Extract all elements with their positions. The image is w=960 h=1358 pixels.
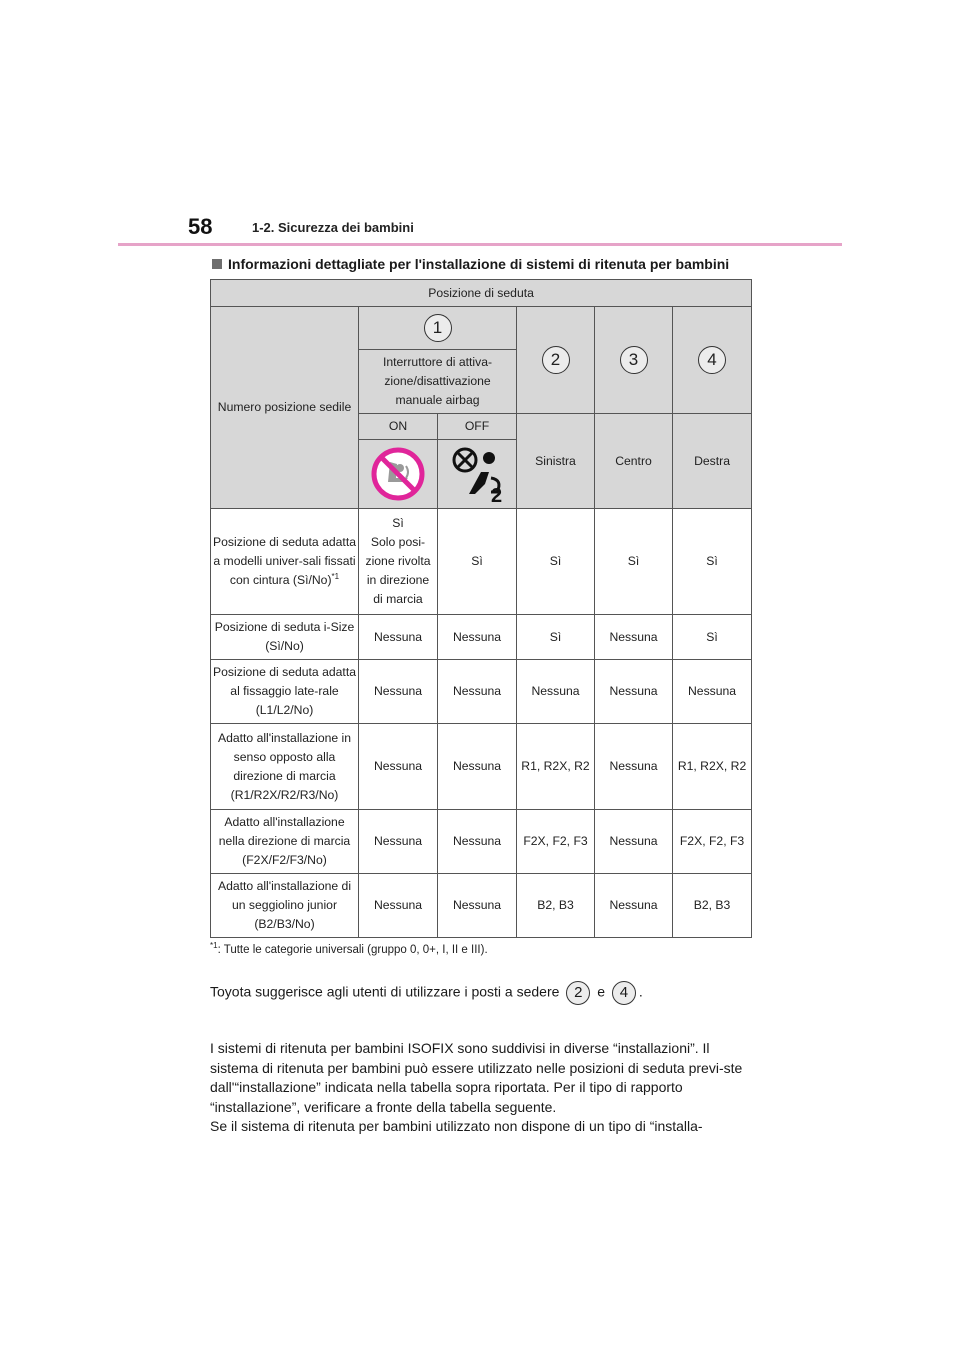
position-left: Sinistra [517,414,595,509]
row-label: Posizione di seduta i-Size (Sì/No) [211,615,359,660]
cell-right: Nessuna [673,660,752,724]
cell-off: Nessuna [438,724,517,810]
cell-off: Nessuna [438,660,517,724]
row-label: Adatto all'installazione in senso opposto alla direzione di marcia (R1/R2X/R2/R3/No) [211,724,359,810]
section-heading [212,256,772,272]
seat-4-number: 4 [698,346,726,374]
seat-1-header [359,307,517,350]
airbag-on-icon-cell [359,440,438,509]
cell-right: F2X, F2, F3 [673,810,752,874]
cell-on [359,509,438,615]
row-label: Posizione di seduta adatta al fissaggio late-rale (L1/L2/No) [211,660,359,724]
heading-bullet-icon [212,259,222,269]
row-label-text: Posizione di seduta adatta a modelli univer-sali fissati con cintura (Sì/No) [213,535,356,587]
footnote-text: : Tutte le categorie universali (gruppo 0, 0+, I, II e III). [217,944,488,956]
cell-center: Nessuna [595,615,673,660]
row-label: Adatto all'installazione nella direzione di marcia (F2X/F2/F3/No) [211,810,359,874]
cell-center: Nessuna [595,874,673,938]
seat-1-number: 1 [424,314,452,342]
suggestion-paragraph [210,981,750,1005]
cell-off: Nessuna [438,615,517,660]
svg-text:2: 2 [491,485,503,504]
footnote-marker: *1 [331,571,340,581]
cell-left: B2, B3 [517,874,595,938]
cell-left: Nessuna [517,660,595,724]
seat-2-header [517,307,595,414]
seat-4-inline-number: 4 [612,981,636,1005]
cell-center: Sì [595,509,673,615]
seat-number-label: Numero posizione sedile [211,307,359,509]
cell-right: R1, R2X, R2 [673,724,752,810]
heading-text: Informazioni dettagliate per l'installazione di sistemi di ritenuta per bambini [228,256,730,272]
switch-on-label: ON [359,414,438,440]
cell-left: Sì [517,509,595,615]
cell-on-detail: Solo posi-zione rivolta in direzione di marcia [365,535,431,606]
cell-center: Nessuna [595,660,673,724]
row-label [211,509,359,615]
seating-position-table [210,279,752,938]
table-title: Posizione di seduta [211,280,752,307]
cell-right: Sì [673,615,752,660]
cell-left: R1, R2X, R2 [517,724,595,810]
cell-on: Nessuna [359,660,438,724]
table-footnote [210,941,488,956]
row-label: Adatto all'installazione di un seggiolino junior (B2/B3/No) [211,874,359,938]
position-center: Centro [595,414,673,509]
seat-2-number: 2 [542,346,570,374]
switch-off-label: OFF [438,414,517,440]
cell-center: Nessuna [595,810,673,874]
seat-4-header [673,307,752,414]
seat-3-number: 3 [620,346,648,374]
header-divider [118,243,842,246]
cell-right: Sì [673,509,752,615]
section-title: 1-2. Sicurezza dei bambini [252,220,414,235]
isofix-paragraph: I sistemi di ritenuta per bambini ISOFIX sono suddivisi in diverse “installazioni”. Il sistema di ritenuta per bambini può essere utilizzato nelle posizioni di seduta previ-ste dall'“installazione” indicata nella tabella sopra riportata. Per il tipo di rapporto “installazione”, verificare a fronte della tabella seguente. [210,1040,743,1115]
position-right: Destra [673,414,752,509]
cell-center: Nessuna [595,724,673,810]
cell-off: Nessuna [438,874,517,938]
suggestion-text: Toyota suggerisce agli utenti di utilizzare i posti a sedere [210,983,560,1000]
seat-3-header [595,307,673,414]
cell-on-value: Sì [392,516,404,530]
page-number: 58 [188,214,213,239]
airbag-off-icon-cell [438,440,517,509]
cell-on: Nessuna [359,810,438,874]
airbag-switch-label: Interruttore di attiva-zione/disattivazione manuale airbag [359,350,517,414]
footnote-mark: *1 [210,941,218,951]
cell-off: Sì [438,509,517,615]
cell-left: F2X, F2, F3 [517,810,595,874]
cell-on: Nessuna [359,874,438,938]
suggestion-and: e [597,983,605,1000]
airbag-off-icon [445,444,509,504]
cell-on: Nessuna [359,724,438,810]
cell-on: Nessuna [359,615,438,660]
suggestion-period: . [638,983,643,1000]
cell-right: B2, B3 [673,874,752,938]
cell-off: Nessuna [438,810,517,874]
cell-left: Sì [517,615,595,660]
seat-2-inline-number: 2 [566,981,590,1005]
no-rear-facing-seat-icon [370,446,426,502]
continuation-paragraph: Se il sistema di ritenuta per bambini utilizzato non dispone di un tipo di “installa- [210,1118,703,1134]
